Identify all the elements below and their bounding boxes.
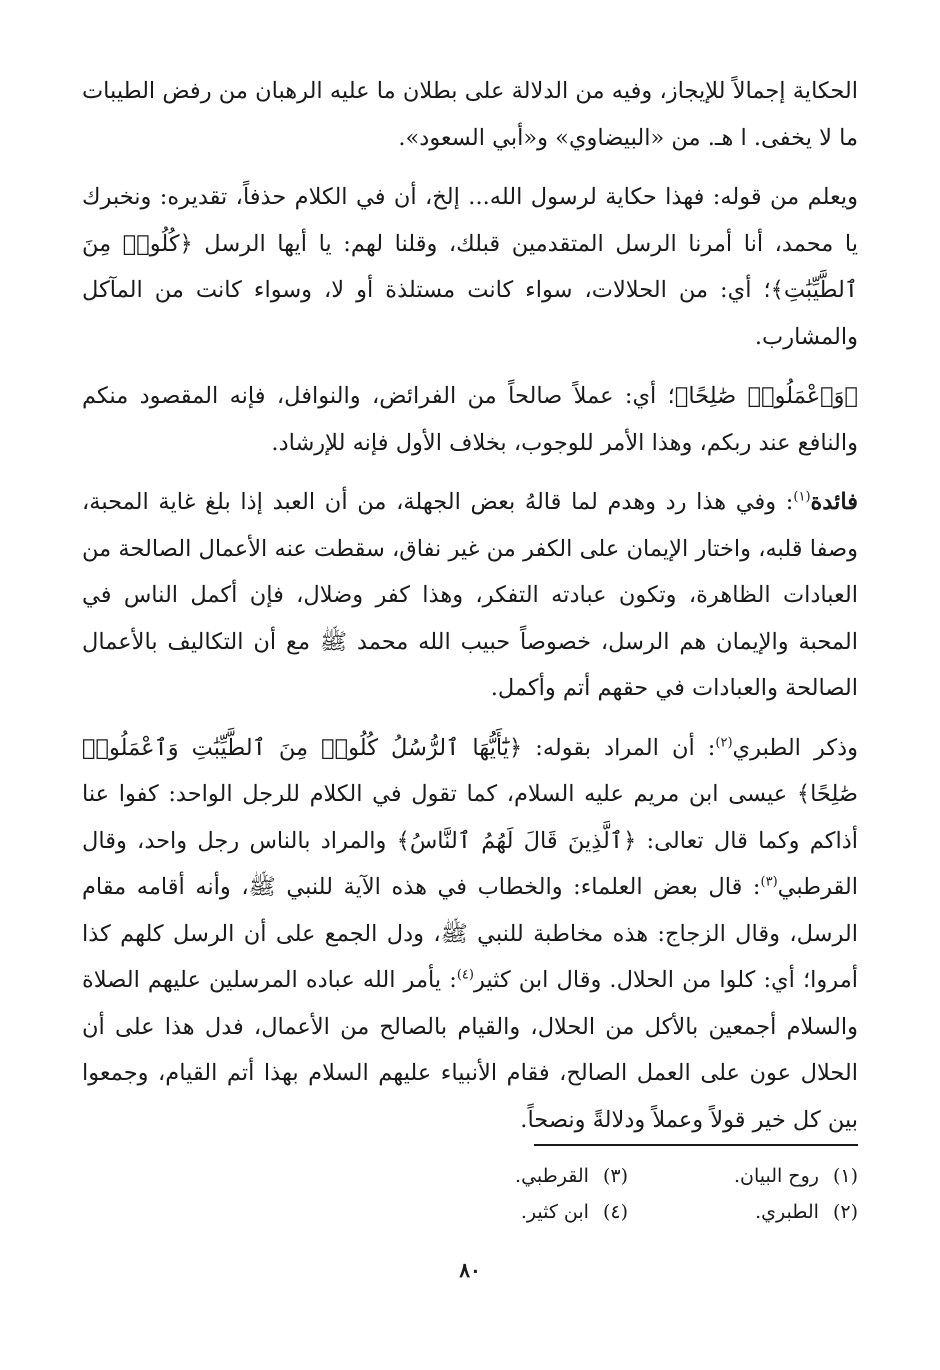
paragraph-2: ويعلم من قوله: فهذا حكاية لرسول الله... إلخ، أن في الكلام حذفاً، تقديره: ونخبرك يا محمد، أنا أمرنا الرسل المتقدمين قبلك، وقلنا لهم: يا أيها الرسل ﴿كُلُوا۟ مِنَ ٱلطَّيِّبَٰتِ﴾؛ أي: من الحلالات، سواء كانت مستلذة أو لا، وسواء كانت من المآكل والمشارب. xyxy=(82,184,858,350)
footnote-2 xyxy=(668,1196,858,1228)
benefit-text: : وفي هذا رد وهدم لما قالهُ بعض الجهلة، من أن العبد إذا بلغ غاية المحبة، وصفا قلبه، واختار الإيمان على الكفر من غير نفاق، سقطت عنه الأعمال الصالحة من العبادات الظاهرة، وتكون عبادته التفكر، وهذا كفر وضلال، فإن أكمل الناس في المحبة والإيمان هم الرسل، خصوصاً حبيب الله محمد ﷺ مع أن التكاليف بالأعمال الصالحة والعبادات في حقهم أتم وأكمل. xyxy=(82,489,858,701)
footnote-text: القرطبي. xyxy=(515,1165,589,1187)
footnotes xyxy=(438,1160,858,1228)
footnote-number: (١) xyxy=(832,1165,858,1187)
footnote-3 xyxy=(438,1160,628,1192)
page-number: ٨٠ xyxy=(459,1258,481,1282)
tabari-text-3: : قال بعض العلماء: والخطاب في هذه الآية للنبي ﷺ، وأنه أقامه مقام الرسل، وقال الزجاج: هذه مخاطبة للنبي ﷺ، ودل الجمع على أن الرسل كلهم كذا أمروا؛ أي: كلوا من الحلال. وقال ابن كثير xyxy=(82,874,859,993)
benefit-label: فائدة xyxy=(810,489,858,515)
footnote-text: الطبري. xyxy=(755,1201,819,1223)
paragraph-3: ﴿وَٱعْمَلُوا۟ صَٰلِحًا﴾؛ أي: عملاً صالحاً من الفرائض، والنوافل، فإنه المقصود منكم والنافع عند ربكم، وهذا الأمر للوجوب، بخلاف الأول فإنه للإرشاد. xyxy=(82,383,858,456)
footnote-ref-4: (٤) xyxy=(456,967,474,983)
footnote-number: (٢) xyxy=(832,1201,858,1223)
tabari-text-2: : أن المراد بقوله: ﴿يَٰٓأَيُّهَا ٱلرُّسُلُ كُلُوا۟ مِنَ ٱلطَّيِّبَٰتِ وَٱعْمَلُوا۟ صَٰلِحًا﴾ عيسى ابن مريم عليه السلام، كما تقول في الكلام للرجل الواحد: كفوا عنا أذاكم وكما قال تعالى: ﴿ٱلَّذِينَ قَالَ لَهُمُ ٱلنَّاسُ﴾ والمراد بالناس رجل واحد، وقال القرطبي xyxy=(82,734,858,900)
footnote-ref-1: (١) xyxy=(793,489,811,505)
tabari-paragraph xyxy=(82,725,858,1144)
footnote-ref-3: (٣) xyxy=(760,874,778,890)
footnote-ref-2: (٢) xyxy=(715,735,733,750)
footnote-number: (٤) xyxy=(602,1201,628,1223)
paragraph-1: الحكاية إجمالاً للإيجاز، وفيه من الدلالة على بطلان ما عليه الرهبان من رفض الطيبات ما لا يخفى. ا هـ. من «البيضاوي» و«أبي السعود». xyxy=(82,78,858,151)
page-body xyxy=(82,68,858,1156)
benefit-paragraph xyxy=(82,479,858,712)
footnote-number: (٣) xyxy=(602,1165,628,1187)
footnote-1 xyxy=(668,1160,858,1192)
footnote-divider xyxy=(534,1144,858,1146)
tabari-text-1: وذكر الطبري xyxy=(732,734,859,761)
footnote-4 xyxy=(438,1196,628,1228)
tabari-text-4: : يأمر الله عباده المرسلين عليهم الصلاة والسلام أجمعين بالأكل من الحلال، والقيام بالصالح من الأعمال، فدل هذا على أن الحلال عون على العمل الصالح، فقام الأنبياء عليهم السلام بهذا أتم القيام، وجمعوا بين كل خير قولاً وعملاً ودلالةً ونصحاً. xyxy=(82,967,858,1133)
footnote-text: ابن كثير. xyxy=(520,1201,589,1223)
footnote-text: روح البيان. xyxy=(733,1165,819,1187)
